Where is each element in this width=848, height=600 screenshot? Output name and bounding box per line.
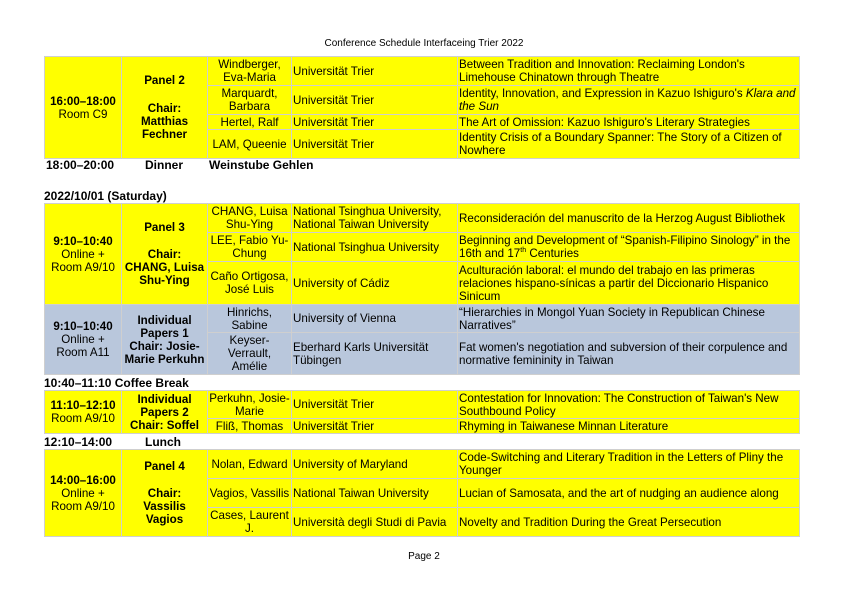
presenter-affiliation: Universität Trier bbox=[292, 86, 458, 115]
page-footer: Page 2 bbox=[408, 551, 440, 562]
paper-title-text: Identity, Innovation, and Expression in Kazuo Ishiguro's bbox=[459, 87, 746, 100]
chair-label: Chair: bbox=[147, 487, 182, 500]
paper-title-text-end: Centuries bbox=[526, 247, 579, 260]
chair-name: CHANG, Luisa Shu-Ying bbox=[124, 261, 205, 287]
panel-name: Panel 3 bbox=[144, 221, 185, 234]
presenter-affiliation: Universität Trier bbox=[292, 115, 458, 130]
paper-title: “Hierarchies in Mongol Yuan Society in Republican Chinese Narratives” bbox=[458, 305, 800, 333]
paper-title: The Art of Omission: Kazuo Ishiguro's Literary Strategies bbox=[458, 115, 800, 130]
dinner-label: Dinner bbox=[145, 158, 184, 172]
presenter-affiliation: Universität Trier bbox=[292, 57, 458, 86]
panel-cell bbox=[122, 204, 208, 305]
chair-label: Chair: bbox=[147, 102, 182, 115]
presenter-name: Perkuhn, Josie-Marie bbox=[209, 391, 290, 418]
paper-title: Novelty and Tradition During the Great Persecution bbox=[458, 508, 800, 537]
presenter-affiliation: Universität Trier bbox=[292, 391, 458, 419]
presenter-name: CHANG, Luisa Shu-Ying bbox=[208, 204, 292, 233]
presenter-affiliation: Universität Trier bbox=[292, 130, 458, 159]
presenter-name: LEE, Fabio Yu-Chung bbox=[208, 233, 292, 262]
presenter-name: Cases, Laurent J. bbox=[208, 508, 292, 537]
paper-title-text: Beginning and Development of “Spanish-Filipino Sinology” in the 16th and 17 bbox=[459, 234, 791, 260]
session-time: 9:10–10:40 bbox=[53, 320, 113, 333]
paper-title: Lucian of Samosata, and the art of nudging an audience along bbox=[458, 479, 800, 508]
session-time-cell bbox=[45, 57, 122, 159]
dinner-time: 18:00–20:00 bbox=[46, 158, 115, 172]
paper-title-superscript: th bbox=[520, 247, 527, 255]
panel-4-table bbox=[44, 449, 800, 537]
session-room: Room A9/10 bbox=[51, 412, 115, 425]
session-room: Online + Room A11 bbox=[56, 333, 110, 359]
paper-title: Between Tradition and Innovation: Reclaiming London's Limehouse Chinatown through Theatre bbox=[458, 57, 800, 86]
panel-3-table bbox=[44, 203, 800, 305]
paper-title: Fat women's negotiation and subversion of their corpulence and normative femininity in Taiwan bbox=[458, 333, 800, 375]
paper-title: Contestation for Innovation: The Construction of Taiwan's New Southbound Policy bbox=[458, 391, 800, 419]
chair-label: Chair: bbox=[147, 248, 182, 261]
presenter-name: Keyser-Verrault, Amélie bbox=[208, 333, 292, 375]
paper-title: Reconsideración del manuscrito de la Herzog August Bibliothek bbox=[458, 204, 800, 233]
panel-name: Individual Papers 1 bbox=[137, 313, 192, 340]
lunch-time: 12:10–14:00 bbox=[44, 435, 113, 449]
day-heading: 2022/10/01 (Saturday) bbox=[44, 189, 167, 203]
session-room: Online + Room A9/10 bbox=[51, 486, 115, 513]
paper-title bbox=[458, 233, 800, 262]
session-room: Room C9 bbox=[58, 107, 108, 121]
presenter-name: Vagios, Vassilis bbox=[208, 479, 292, 508]
presenter-affiliation: National Tsinghua University bbox=[292, 233, 458, 262]
chair-name: Matthias Fechner bbox=[140, 115, 189, 141]
presenter-name: Hertel, Ralf bbox=[208, 115, 292, 130]
panel-name: Panel 2 bbox=[144, 74, 185, 87]
presenter-name: Nolan, Edward bbox=[208, 450, 292, 479]
panel-name: Panel 4 bbox=[144, 460, 185, 473]
panel-cell bbox=[122, 450, 208, 537]
presenter-affiliation: National Taiwan University bbox=[292, 479, 458, 508]
session-room: Online + Room A9/10 bbox=[51, 247, 115, 274]
presenter-name: Caño Ortigosa, José Luis bbox=[208, 262, 292, 305]
individual-papers-1-table bbox=[44, 304, 800, 375]
panel-name: Individual Papers 2 bbox=[137, 392, 192, 419]
paper-title: Aculturación laboral: el mundo del trabajo en las primeras relaciones hispano-sínicas a partir del Diccionario Hispanico Sinicum bbox=[458, 262, 800, 305]
presenter-name: Fliß, Thomas bbox=[208, 419, 292, 434]
lunch-label: Lunch bbox=[145, 435, 181, 449]
page-header: Conference Schedule Interfaceing Trier 2022 bbox=[324, 38, 524, 49]
session-time: 14:00–16:00 bbox=[50, 473, 116, 487]
coffee-break-row: 10:40–11:10 Coffee Break bbox=[44, 376, 189, 390]
session-time: 11:10–12:10 bbox=[50, 399, 116, 412]
presenter-name: Windberger, Eva-Maria bbox=[208, 57, 292, 86]
panel-cell bbox=[122, 57, 208, 159]
paper-title bbox=[458, 86, 800, 115]
session-time-cell bbox=[45, 450, 122, 537]
presenter-affiliation: Eberhard Karls Universität Tübingen bbox=[292, 333, 458, 375]
presenter-affiliation: University of Vienna bbox=[292, 305, 458, 333]
presenter-name: Marquardt, Barbara bbox=[208, 86, 292, 115]
paper-title: Identity Crisis of a Boundary Spanner: The Story of a Citizen of Nowhere bbox=[458, 130, 800, 159]
paper-title: Rhyming in Taiwanese Minnan Literature bbox=[458, 419, 800, 434]
session-time: 16:00–18:00 bbox=[50, 94, 116, 108]
session-time: 9:10–10:40 bbox=[53, 234, 113, 248]
individual-papers-2-table bbox=[44, 390, 800, 434]
paper-title-italic: Klara and the Sun bbox=[459, 87, 796, 113]
presenter-affiliation: University of Maryland bbox=[292, 450, 458, 479]
panel-2-table bbox=[44, 56, 800, 159]
chair-name: Chair: Soffel bbox=[130, 418, 199, 432]
session-time-cell bbox=[45, 391, 122, 434]
paper-title: Code-Switching and Literary Tradition in the Letters of Pliny the Younger bbox=[458, 450, 800, 479]
presenter-affiliation: University of Cádiz bbox=[292, 262, 458, 305]
panel-cell bbox=[122, 305, 208, 375]
chair-name: Vassilis Vagios bbox=[143, 500, 186, 526]
presenter-affiliation: National Tsinghua University, National Taiwan University bbox=[292, 204, 458, 233]
presenter-name: LAM, Queenie bbox=[208, 130, 292, 159]
chair-name: Chair: Josie-Marie Perkuhn bbox=[124, 339, 205, 366]
panel-cell bbox=[122, 391, 208, 434]
presenter-name: Hinrichs, Sabine bbox=[208, 305, 292, 333]
presenter-affiliation: Università degli Studi di Pavia bbox=[292, 508, 458, 537]
session-time-cell bbox=[45, 204, 122, 305]
presenter-affiliation: Universität Trier bbox=[292, 419, 458, 434]
dinner-place: Weinstube Gehlen bbox=[209, 158, 314, 172]
session-time-cell bbox=[45, 305, 122, 375]
